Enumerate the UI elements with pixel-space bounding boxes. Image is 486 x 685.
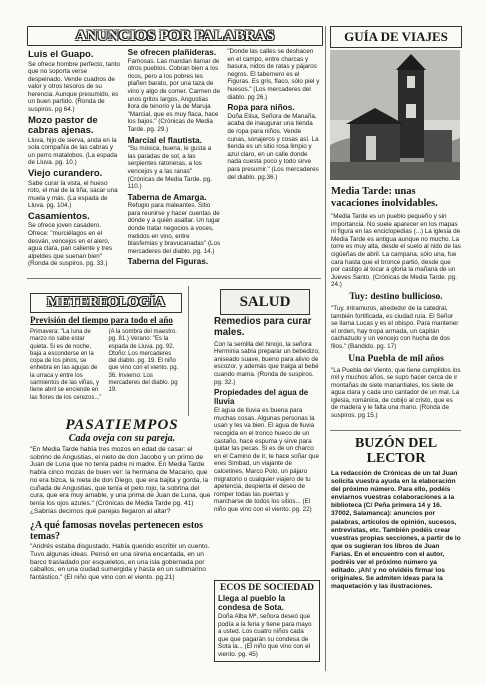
buzon-title: BUZÓN DEL LECTOR <box>354 436 438 466</box>
guia-heading-tuy: Tuy: destino bullicioso. <box>349 291 443 302</box>
salud-title: SALUD <box>239 294 291 310</box>
guia-heading: Media Tarde: unas vacaciones inolvidables. <box>331 186 438 209</box>
buzon-section <box>331 436 461 591</box>
anuncio-text: Se ofrece hombre perfecto, tanto que no soporta verse despeinado. Vende cuadros de valor y otros tesoros de su herencia. Aunque presumido, es un buen partido. (Ronda de suspiros. pg 64.) <box>28 60 121 114</box>
anuncio-item <box>128 193 221 256</box>
buzon-divider <box>330 430 461 431</box>
anuncio-text: Sabe curar la vista, el hueso roto, el mal de la tiña, sacar una muela y más. (La espada de Lluva. pg. 104.) <box>28 179 118 210</box>
anuncio-item <box>28 50 121 114</box>
anuncios-banner <box>27 26 323 46</box>
anuncio-heading: Mozo pastor de cabras ajenas. <box>28 114 98 137</box>
anuncio-text: Doña Elisa, Señora de Manaña, acaba de inaugurar una tienda de ropa para niños. Vende cunas, sonajeros y cosas así. La tienda es un sitio rosa limpio y azul claro, en un calle donde nada cuesta poco y todo sirve para presumir." (Los mercaderes del diablo. pg.36.) <box>227 112 319 181</box>
guia-text: "Media Tarde es un pueblo pequeño y sin importancia. No suele aparecer en los mapas ni figura en las enciclopedias (...) La iglesia de Media Tarde es antigua aunque no mucho. La torre es muy alta, desde el suelo al nido de las cigüeñas de abril. La campana, sólo una, fue cara hasta que el bronce partió, desde que por castigo al tocar a gloria la mañana de un Jueves Santo. (Crónicas de Media Tarde. pg. 24.) <box>331 213 461 289</box>
section-divider <box>27 278 321 279</box>
buzon-text: La redacción de Crónicas de un tal Juan solicita vuestra ayuda en la elaboración del próximo número. Para ello, podéis enviarnos vuestras colaboraciones a la biblioteca (C/ Peña primera 14 y 16. 37002, Salamanca): anuncios por palabras, artículos de opinión, sucesos, entrevistas, etc. También podéis crear vuestras propias secciones, a partir de lo que os sugieran los libros de Juan Farias. En el encuentro con el autor, podréis ver el próximo número ya editado. ¡Ah! y no olvidéis firmar los originales. Se admiten ideas para la maquetación y las ilustraciones. <box>331 470 461 591</box>
meteo-title: METEREOLOGÍA <box>46 295 166 310</box>
anuncio-item <box>28 212 121 268</box>
salud-text-lluvia: El agua de lluvia es buena para muchas cosas. Algunas personas la usan y les va bien. El agua de lluvia recogida en el tronco hueco de un castaño, hace espuma y sirve para quitar las pecas. Si es de un charco en el Camino de Ir, te hace soñar que eres Simbad, un viajante de calcetines, Marco Polo, un pájaro migratorio o cualquier viajero de tu apetencia, despierta el deseo de romper todas las puertas y marcharse de todos los sitios... (El niño que vino con el viento. pg. 22) <box>214 407 320 513</box>
anuncio-text: Famosas. Las mandan llamar de otros pueblos. Cobran bien a los ricos, pero a los pobres les plañen barato, por una taza de vino y algo de comer. Carmen de unos gritos largos, Angustias llora de tenorio y la de Maruja "Marcial, que es muy flaca, hace los bajos." (Crónicas de Media Tarde. pg. 29.) <box>127 57 221 133</box>
ecos-title: ECOS DE SOCIEDAD <box>220 583 314 593</box>
salud-heading: Remedios para curar males. <box>214 316 312 338</box>
anuncio-heading: Ropa para niños. <box>227 102 295 113</box>
anuncios-title: ANUNCIOS POR PALABRAS <box>75 28 275 44</box>
guia-section <box>331 186 461 420</box>
salud-divider <box>188 286 189 416</box>
anuncios-section <box>28 48 320 273</box>
church-illustration <box>330 50 460 180</box>
anuncio-heading: Taberna del Figuras. <box>127 256 209 267</box>
anuncio-item <box>28 116 121 167</box>
guia-title: GUÍA DE VIAJES <box>344 29 448 44</box>
anuncio-item <box>128 48 221 134</box>
guia-banner <box>330 26 462 48</box>
anuncio-heading: Viejo curandero. <box>28 168 103 180</box>
meteo-subtitle: Previsión del tiempo para todo el año <box>30 315 173 325</box>
anuncio-text: Se ofrece joven casadero. Ofrece: "murciélagos en el desván, vencejos en el alero, agua clara, pan caliente y tres alpeldes que suenan bien" (Ronda de suspiros. pg. 33.) <box>28 222 113 268</box>
meteo-section <box>30 315 180 409</box>
ecos-heading: Llega al pueblo la condesa de Sota. <box>218 594 286 612</box>
guia-heading-puebla: Una Puebla de mil años <box>348 353 444 364</box>
pasatiempos-heading: Cada oveja con su pareja. <box>68 433 176 444</box>
pasatiempos-section <box>30 417 214 582</box>
anuncio-text: Refugio para maleantes. Sitio para reunirse y hacer cuentas de dónde y a quién asaltar. Un lugar donde tratar negocios a voces, metidos en vino, entre blasfemias y bravucanadas" (Los mercaderes del diablo. pg. 14.) <box>127 202 221 255</box>
anuncio-item <box>28 169 121 210</box>
anuncio-item <box>128 136 221 191</box>
guia-text-tuy: "Tuy, intramuros, alrededor de la catedral, también fortificada, es ciudad ruía. El Señor se llama Lucas y es el obispo. Para mantener el orden, hay tropa armada, un capitán cachazudo y un vencejo con hucha de dos filos." (Bandido. pg. 17) <box>331 304 459 350</box>
pasatiempos-heading-novelas: ¿A qué famosas novelas pertenecen estos temas? <box>30 520 204 542</box>
anuncio-text: Lluva, hijo de sierva, anda en la sola compañía de las cabras y un perro matalobos. (La espada de Lluva. pg. 10.) <box>28 136 118 167</box>
anuncio-heading: Luis el Guapo. <box>28 49 94 60</box>
pasatiempos-text: "En Media Tarde había tres mozos en edad de casar: el sobrino de Angustias, el nieto de don Jacobo y un primo de Juan de Luna que no tenía padre ni madre. En Media Tarde había cinco mozas de buen ver: la hermana de Macario, que no era bizca, la nieta de don Diego, que era bajita y gorda, la cuñada de Angustias, que tenía el pelo rojo, la sobrina del cura, que era muy amable, y una prima de Juan de Luna, que tenía los ojos azules." (Crónicas de Media Tarde pg. 41) ¿Sabrías decirnos qué parejas llegaron al altar? <box>30 446 211 515</box>
guia-text-puebla: "La Puebla del Viento, que tiene cumplidos los mil y muchos años, se supo hacer cerca de ir montañas de siete manantiales, los siete de agua clara y cada uno cantador de un mal. La iglesia, románica, de cobijo al cristo, que es de madera y le falta una mano. (Ronda de suspiros. pg 15.) <box>331 366 461 420</box>
anuncio-item <box>227 103 320 181</box>
salud-heading-lluvia: Propiedades del agua de lluvia <box>214 388 309 407</box>
anuncio-text: "Donde las calles se deshacen en el campo, entre charcas y basura, nidos de ratas y pájaros negros. El tabernero es el Figuras. Es gris, flaco, sólo piel y huesos." (Los mercaderes del diablo. pg 26.) <box>227 48 320 101</box>
ecos-text: Doña Alba Mª, señora deseó que podía a la feria y tiene para mayo a usted. Los cuatro niños cada que que pagarán su condesa de Sota la... (El niño que vino con el viento. pg. 45) <box>218 613 312 658</box>
pasatiempos-title: PASATIEMPOS <box>65 417 179 433</box>
salud-text: Con la semilla del hinojo, la señora Herminia sabía preparar un bebedizo, aniseado suave, bueno para alivio de escozor, y además que traiga al bebé cuando mama. (Ronda de suspiros. pg. 32.) <box>214 340 320 386</box>
anuncio-text: "Su música, buena, le gusta a las paradas de sol, a las serpientes ratoneras, a los vencejos y a las ranas" (Crónicas de Media Tarde. pg. 110.) <box>127 145 212 191</box>
column-divider <box>325 26 326 671</box>
pasatiempos-text-novelas: "Andrés estaba disgustado. Había querido escribir un cuento. Tuvo algunas ideas. Pensó en una sirena encantada, en un barco trasladado por esqueletos, en una isla gobernada por caballos, en una ciudad sumergida y hasta en un submarino fantástico." (El niño que vino con el viento. pg.21) <box>30 543 210 582</box>
meteo-text: Primavera: "La luna de marzo no sabe estar quieta. Si es de noche, baja a esconderse en la copa de los pinos, se enhebra en las agujas de la urraca y entre los sarmientos de las viñas, y tiene abril se enciende en las flores de los cerezos..." (A la sombra del maestro. pg. 81.) Verano: "Es la espada de Lluva. pg. 92. Otoño: Los mercaderes del diablo. pg. 19. El niño que vino con el viento. pg. 36. Invierno: Los mercaderes del diablo. pg 19. <box>30 329 179 401</box>
ecos-section <box>214 580 320 662</box>
anuncio-heading: Casamientos. <box>28 210 90 222</box>
anuncio-heading: Taberna de Amarga. <box>127 191 207 202</box>
salud-banner <box>220 289 310 315</box>
anuncio-heading: Marcial el flautista. <box>127 134 202 145</box>
meteo-banner <box>30 293 182 313</box>
salud-section <box>214 317 320 513</box>
anuncio-heading: Se ofrecen plañideras. <box>127 47 217 57</box>
